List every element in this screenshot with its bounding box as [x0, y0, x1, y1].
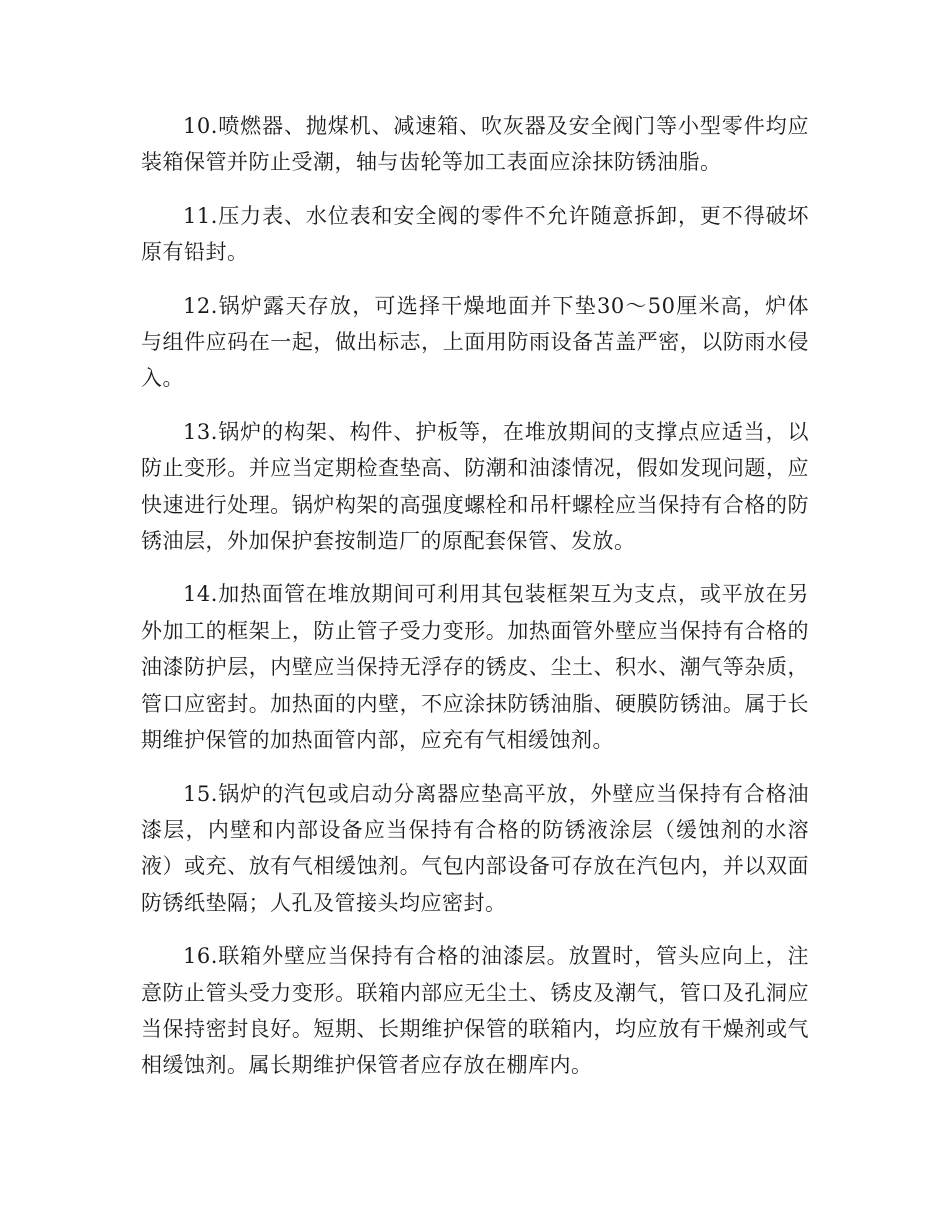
paragraph-item-10: 10.喷燃器、抛煤机、减速箱、吹灰器及安全阀门等小型零件均应装箱保管并防止受潮，轴与齿轮等加工表面应涂抹防锈油脂。 — [141, 114, 809, 175]
paragraph-item-13: 13.锅炉的构架、构件、护板等，在堆放期间的支撑点应适当，以防止变形。并应当定期检查垫高、防潮和油漆情况，假如发现问题，应快速进行处理。锅炉构架的高强度螺栓和吊杆螺栓应当保持有合格的防锈油层，外加保护套按制造厂的原配套保管、发放。 — [141, 419, 809, 554]
paragraph-item-12: 12.锅炉露天存放，可选择干燥地面并下垫30～50厘米高，炉体与组件应码在一起，做出标志，上面用防雨设备苫盖严密，以防雨水侵入。 — [141, 293, 809, 391]
paragraph-item-14: 14.加热面管在堆放期间可利用其包装框架互为支点，或平放在另外加工的框架上，防止管子受力变形。加热面管外壁应当保持有合格的油漆防护层，内壁应当保持无浮存的锈皮、尘土、积水、潮气等杂质，管口应密封。加热面的内壁，不应涂抹防锈油脂、硬膜防锈油。属于长期维护保管的加热面管内部，应充有气相缓蚀剂。 — [141, 582, 809, 753]
paragraph-item-11: 11.压力表、水位表和安全阀的零件不允许随意拆卸，更不得破坏原有铅封。 — [141, 203, 809, 265]
paragraph-item-16: 16.联箱外壁应当保持有合格的油漆层。放置时，管头应向上，注意防止管头受力变形。联箱内部应无尘土、锈皮及潮气，管口及孔洞应当保持密封良好。短期、长期维护保管的联箱内，均应放有干燥剂或气相缓蚀剂。属长期维护保管者应存放在棚库内。 — [141, 944, 809, 1078]
document-body — [141, 108, 809, 1101]
paragraph-item-15: 15.锅炉的汽包或启动分离器应垫高平放，外壁应当保持有合格油漆层，内壁和内部设备应当保持有合格的防锈液涂层（缓蚀剂的水溶液）或充、放有气相缓蚀剂。气包内部设备可存放在汽包内，并以双面防锈纸垫隔；人孔及管接头均应密封。 — [141, 781, 809, 915]
